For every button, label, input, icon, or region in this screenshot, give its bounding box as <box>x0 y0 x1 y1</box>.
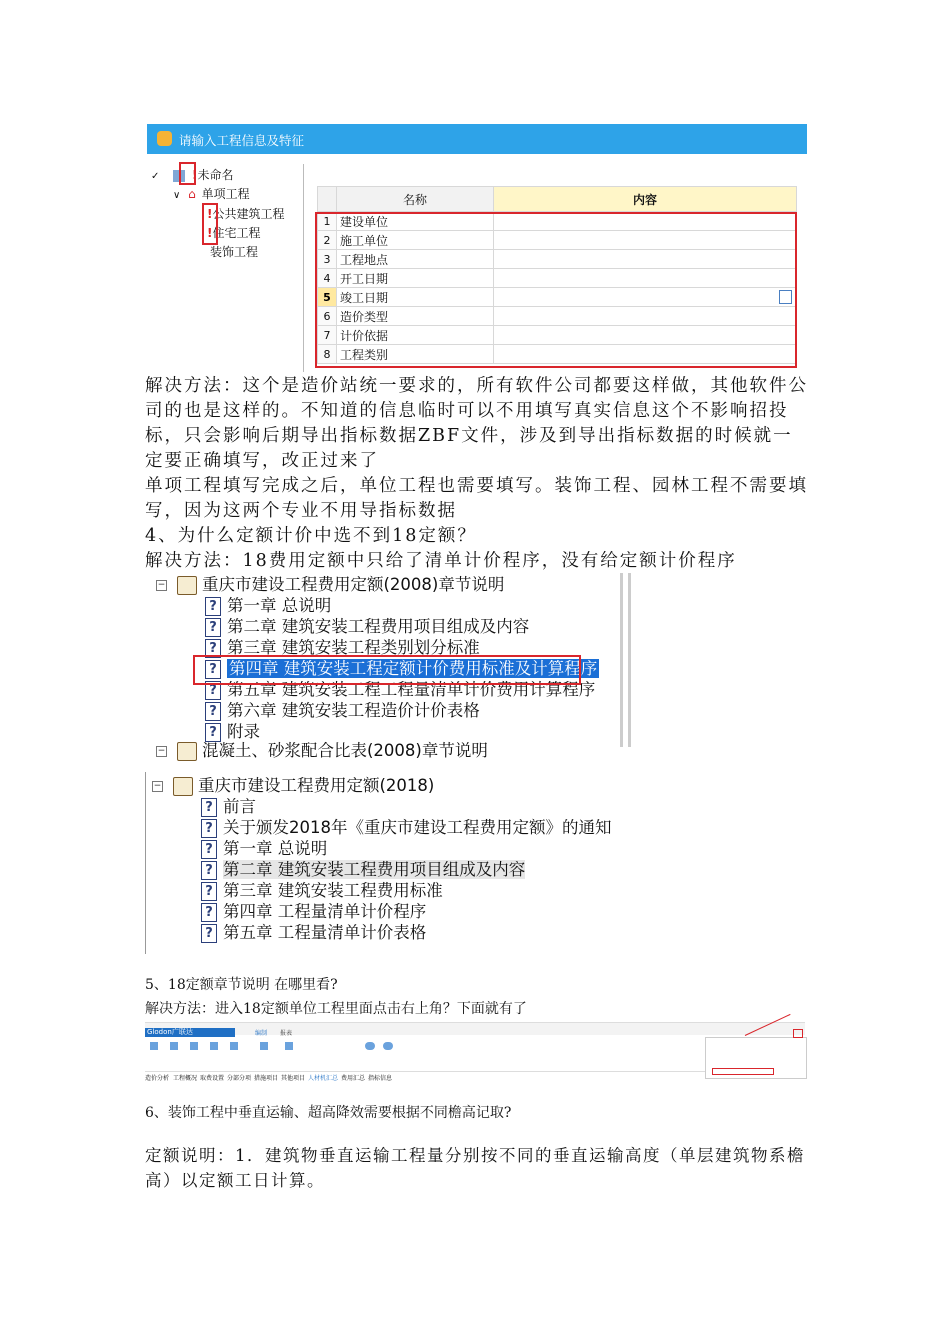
help-doc-icon: ? <box>205 702 221 721</box>
book-icon <box>177 576 197 595</box>
collapse-icon[interactable]: − <box>153 781 162 791</box>
highlight-box <box>202 203 218 245</box>
tree-root-label: 重庆市建设工程费用定额(2008)章节说明 <box>202 575 505 594</box>
tree-item[interactable] <box>205 595 331 616</box>
tab-edit[interactable]: 编制 <box>255 1030 268 1037</box>
ribbon-icons <box>145 1038 445 1066</box>
tree-item-label: 第二章 建筑安装工程费用项目组成及内容 <box>223 860 526 879</box>
row-num: 7 <box>318 326 337 345</box>
book-icon <box>177 742 197 761</box>
collapse-icon[interactable]: − <box>157 746 166 756</box>
row-name: 建设单位 <box>337 212 494 231</box>
tree-item[interactable] <box>201 796 256 817</box>
warning-flag: ! <box>192 168 198 182</box>
question-6: 6、装饰工程中垂直运输、超高降效需要根据不同檐高记取? <box>145 1105 512 1121</box>
header-content: 内容 <box>494 187 797 212</box>
answer-4: 解决方法：18费用定额中只给了清单计价程序，没有给定额计价程序 <box>145 551 737 571</box>
tree-item[interactable] <box>210 243 258 260</box>
window-titlebar <box>145 1023 805 1035</box>
answer-6: 定额说明：1．建筑物垂直运输工程量分别按不同的垂直运输高度（单层建筑物系檐高）以定额工日计算。 <box>145 1146 805 1190</box>
tab-item[interactable]: 取费设置 <box>200 1075 225 1082</box>
header-num <box>318 187 337 212</box>
tab-item[interactable]: 费用汇总 <box>341 1075 366 1082</box>
tree-item[interactable] <box>201 817 612 838</box>
ribbon-icon[interactable] <box>190 1042 198 1050</box>
tree-item-label: 装饰工程 <box>210 245 259 259</box>
question-5: 5、18定额章节说明 在哪里看? <box>145 977 338 993</box>
book-icon <box>173 777 193 796</box>
tree-root[interactable] <box>156 574 504 595</box>
cloud-icon[interactable] <box>383 1042 393 1050</box>
help-doc-icon: ? <box>201 840 217 859</box>
help-doc-icon: ? <box>201 798 217 817</box>
ribbon-icon[interactable] <box>285 1042 293 1050</box>
home-icon: ⌂ <box>188 187 196 201</box>
answer-5: 解决方法：进入18定额单位工程里面点击右上角？下面就有了 <box>145 1001 527 1017</box>
tree-item-label: 第六章 建筑安装工程造价计价表格 <box>227 701 480 720</box>
tree-item-label: 第一章 总说明 <box>223 839 328 858</box>
ribbon-icon[interactable] <box>260 1042 268 1050</box>
tab-report[interactable]: 报表 <box>280 1030 293 1037</box>
help-doc-icon: ? <box>205 681 221 700</box>
highlight-box <box>712 1068 774 1075</box>
help-doc-icon: ? <box>201 861 217 880</box>
row-num: 2 <box>318 231 337 250</box>
chevron-down-icon[interactable]: ∨ <box>173 190 181 201</box>
tree-item-label: 第三章 建筑安装工程费用标准 <box>223 881 443 900</box>
collapse-icon[interactable]: − <box>157 580 166 590</box>
help-doc-icon: ? <box>201 819 217 838</box>
help-doc-icon: ? <box>205 618 221 637</box>
ribbon-icon[interactable] <box>230 1042 238 1050</box>
tree-item-label: 公共建筑工程 <box>212 207 285 221</box>
help-doc-icon: ? <box>201 903 217 922</box>
tree-item[interactable] <box>201 922 426 943</box>
help-doc-icon: ? <box>205 723 221 742</box>
row-name: 施工单位 <box>337 231 494 250</box>
warning-flag: ! <box>207 226 213 240</box>
help-doc-icon: ? <box>201 882 217 901</box>
project-tree <box>145 164 304 372</box>
tree-item-label: 第三章 建筑安装工程类别划分标准 <box>227 638 480 657</box>
tree-item[interactable] <box>205 616 529 637</box>
cloud-icon[interactable] <box>365 1042 375 1050</box>
tab-item[interactable]: 工程概况 <box>173 1075 198 1082</box>
help-doc-icon: ? <box>205 597 221 616</box>
tree-item-hover[interactable] <box>201 859 525 880</box>
ribbon-icon[interactable] <box>150 1042 158 1050</box>
highlight-box <box>179 162 196 185</box>
tree-item-label: 第五章 工程量清单计价表格 <box>223 923 427 942</box>
tab-item[interactable]: 造价分析 <box>145 1075 170 1082</box>
tree-item-label: 第五章 建筑安装工程工程量清单计价费用计算程序 <box>227 680 596 699</box>
help-button-highlight[interactable] <box>793 1029 803 1038</box>
row-name: 造价类型 <box>337 307 494 326</box>
tree-root-label: 未命名 <box>197 168 234 182</box>
tree-root[interactable] <box>152 775 434 796</box>
tree-item[interactable] <box>201 880 443 901</box>
project-info-dialog-screenshot <box>145 124 807 372</box>
answer-paragraph-2: 单项工程填写完成之后，单位工程也需要填写。装饰工程、园林工程不需要填写，因为这两个专业不用导指标数据 <box>145 476 808 521</box>
tree-item-label: 第二章 建筑安装工程费用项目组成及内容 <box>227 617 530 636</box>
dialog-titlebar <box>147 124 807 154</box>
help-dropdown-menu[interactable] <box>705 1037 807 1079</box>
splitter[interactable] <box>628 573 631 747</box>
warning-flag: ! <box>207 207 213 221</box>
tab-item[interactable]: 分部分项 <box>227 1075 252 1082</box>
tree-node-single-project[interactable] <box>173 185 250 202</box>
dialog-title: 请输入工程信息及特征 <box>179 133 305 148</box>
tab-item[interactable]: 措施项目 <box>254 1075 279 1082</box>
brand-logo[interactable]: Glodon广联达 <box>145 1028 235 1037</box>
tree-root-cut[interactable] <box>156 740 488 761</box>
row-num: 8 <box>318 345 337 364</box>
tree-node-label: 单项工程 <box>201 187 250 201</box>
tree-item[interactable] <box>201 901 426 922</box>
tab-item[interactable]: 其他项目 <box>281 1075 306 1082</box>
tree-item[interactable] <box>205 721 260 742</box>
tree-item-label: 第一章 总说明 <box>227 596 332 615</box>
fee-quota-2008-tree <box>150 573 645 760</box>
tree-item-label: 关于颁发2018年《重庆市建设工程费用定额》的通知 <box>223 818 612 837</box>
tree-item-label: 附录 <box>227 722 260 741</box>
row-name: 工程类别 <box>337 345 494 364</box>
tree-item-label: 住宅工程 <box>212 226 261 240</box>
help-doc-icon: ? <box>205 660 221 679</box>
tree-item[interactable] <box>205 700 480 721</box>
row-name: 竣工日期 <box>337 288 494 307</box>
row-name: 计价依据 <box>337 326 494 345</box>
tree-item-label: 前言 <box>223 797 256 816</box>
tree-item[interactable] <box>201 838 327 859</box>
question-4: 4、为什么定额计价中选不到18定额？ <box>145 526 477 546</box>
header-name: 名称 <box>337 187 494 212</box>
answer-paragraph-1: 解决方法：这个是造价站统一要求的，所有软件公司都要这样做，其他软件公司的也是这样的。不知道的信息临时可以不用填写真实信息这个不影响招投标，只会影响后期导出指标数据ZBF文件，涉及到导出指标数据的时候就一定要正确填写，改正过来了 <box>145 376 808 471</box>
splitter[interactable] <box>620 573 623 747</box>
ribbon-icon[interactable] <box>170 1042 178 1050</box>
row-num: 4 <box>318 269 337 288</box>
row-name: 开工日期 <box>337 269 494 288</box>
row-num: 1 <box>318 212 337 231</box>
tab-item[interactable]: 指标信息 <box>368 1075 393 1082</box>
highlight-box <box>315 212 797 368</box>
tree-item-label: 第四章 建筑安装工程定额计价费用标准及计算程序 <box>229 659 598 678</box>
app-icon <box>157 131 172 146</box>
tree-item-label: 第四章 工程量清单计价程序 <box>223 902 427 921</box>
tree-root-label: 混凝土、砂浆配合比表(2008)章节说明 <box>202 741 488 760</box>
fee-quota-2018-tree <box>145 772 646 954</box>
row-num: 6 <box>318 307 337 326</box>
ribbon-icon[interactable] <box>210 1042 218 1050</box>
chevron-down-icon[interactable]: ✓ <box>151 171 160 182</box>
row-num: 5 <box>318 288 337 307</box>
row-num: 3 <box>318 250 337 269</box>
software-toolbar-screenshot <box>145 1022 805 1085</box>
help-doc-icon: ? <box>205 639 221 658</box>
row-name: 工程地点 <box>337 250 494 269</box>
tree-root-label: 重庆市建设工程费用定额(2018) <box>198 776 435 795</box>
help-doc-icon: ? <box>201 924 217 943</box>
highlight-box <box>193 655 581 685</box>
tab-item[interactable]: 人材机汇总 <box>308 1075 339 1082</box>
tree-item[interactable] <box>207 205 285 222</box>
